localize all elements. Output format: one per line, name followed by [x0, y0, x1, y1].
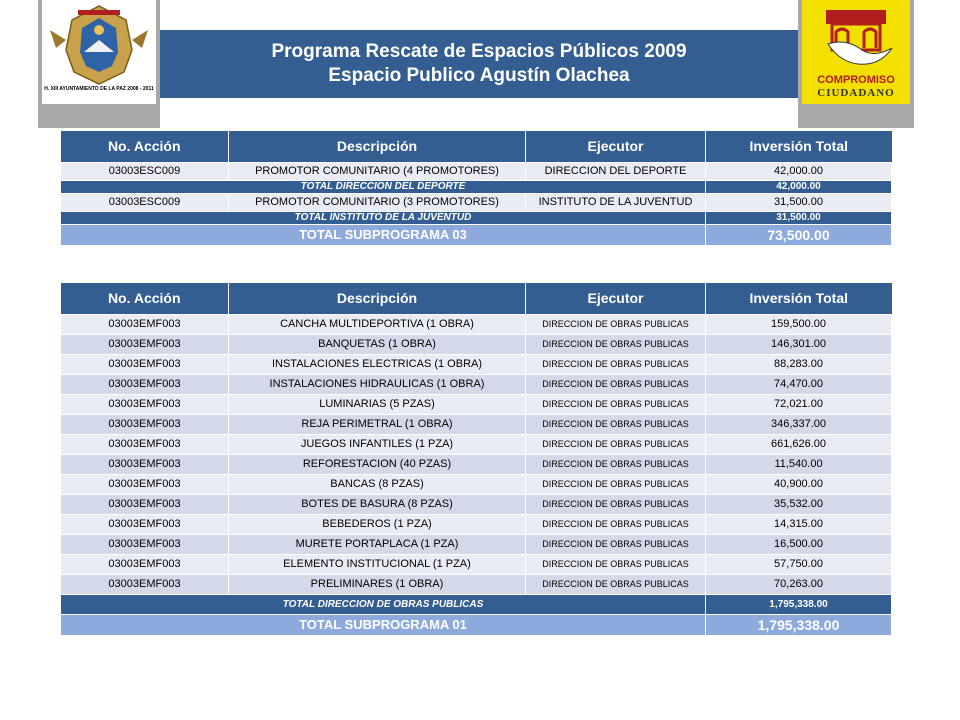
cell-description: INSTALACIONES HIDRAULICAS (1 OBRA): [229, 374, 526, 394]
cell-amount: 74,470.00: [706, 374, 892, 394]
cell-description: REFORESTACION (40 PZAS): [229, 454, 526, 474]
cell-description: BANQUETAS (1 OBRA): [229, 334, 526, 354]
cell-code: 03003EMF003: [61, 434, 229, 454]
cell-amount: 57,750.00: [706, 554, 892, 574]
cell-code: 03003EMF003: [61, 414, 229, 434]
cell-description: REJA PERIMETRAL (1 OBRA): [229, 414, 526, 434]
cell-description: CANCHA MULTIDEPORTIVA (1 OBRA): [229, 314, 526, 334]
grand-total-row: [61, 614, 892, 635]
cell-amount: 42,000.00: [706, 162, 892, 180]
logo-right-text-1: COMPROMISO: [817, 74, 895, 86]
grand-total-amount: 1,795,338.00: [706, 614, 892, 635]
table-row: [61, 534, 892, 554]
cell-amount: 16,500.00: [706, 534, 892, 554]
cell-amount: 661,626.00: [706, 434, 892, 454]
cell-code: 03003EMF003: [61, 334, 229, 354]
cell-code: 03003EMF003: [61, 474, 229, 494]
page-title: Programa Rescate de Espacios Públicos 2009: [271, 41, 687, 62]
cell-executor: DIRECCION DE OBRAS PUBLICAS: [526, 534, 706, 554]
grand-total-label: TOTAL SUBPROGRAMA 01: [61, 614, 706, 635]
total-obras-amount: 1,795,338.00: [706, 594, 892, 614]
cell-amount: 346,337.00: [706, 414, 892, 434]
cell-amount: 146,301.00: [706, 334, 892, 354]
column-header-no-accion: No. Acción: [61, 283, 229, 314]
cell-executor: DIRECCION DE OBRAS PUBLICAS: [526, 414, 706, 434]
cell-executor: INSTITUTO DE LA JUVENTUD: [526, 193, 706, 211]
column-header-descripcion: Descripción: [229, 131, 526, 162]
table-row: [61, 494, 892, 514]
cell-amount: 40,900.00: [706, 474, 892, 494]
cell-code: 03003EMF003: [61, 374, 229, 394]
table-row: [61, 434, 892, 454]
dove-building-icon: [802, 0, 910, 72]
column-header-ejecutor: Ejecutor: [526, 131, 706, 162]
subprograma-03-table: [60, 131, 892, 246]
grand-total-row: [61, 224, 892, 245]
cell-description: JUEGOS INFANTILES (1 PZA): [229, 434, 526, 454]
table-header-row: [61, 131, 892, 162]
cell-description: BEBEDEROS (1 PZA): [229, 514, 526, 534]
column-header-descripcion: Descripción: [229, 283, 526, 314]
cell-executor: DIRECCION DE OBRAS PUBLICAS: [526, 394, 706, 414]
cell-description: PRELIMINARES (1 OBRA): [229, 574, 526, 594]
total-deporte-label: TOTAL DIRECCION DEL DEPORTE: [61, 180, 706, 193]
table-row: [61, 314, 892, 334]
cell-executor: DIRECCION DE OBRAS PUBLICAS: [526, 574, 706, 594]
table-row: [61, 334, 892, 354]
total-obras-label: TOTAL DIRECCION DE OBRAS PUBLICAS: [61, 594, 706, 614]
cell-description: BOTES DE BASURA (8 PZAS): [229, 494, 526, 514]
title-banner: [160, 30, 798, 98]
cell-description: MURETE PORTAPLACA (1 PZA): [229, 534, 526, 554]
grand-total-amount: 73,500.00: [706, 224, 892, 245]
compromiso-ciudadano-logo: [798, 0, 914, 128]
table-row: [61, 354, 892, 374]
cell-description: BANCAS (8 PZAS): [229, 474, 526, 494]
grand-total-label: TOTAL SUBPROGRAMA 03: [61, 224, 706, 245]
cell-executor: DIRECCION DE OBRAS PUBLICAS: [526, 334, 706, 354]
cell-code: 03003ESC009: [61, 162, 229, 180]
cell-amount: 72,021.00: [706, 394, 892, 414]
column-header-inversion-total: Inversión Total: [706, 131, 892, 162]
cell-amount: 159,500.00: [706, 314, 892, 334]
cell-code: 03003ESC009: [61, 193, 229, 211]
logo-right-text-2: CIUDADANO: [817, 87, 895, 99]
total-deporte-amount: 42,000.00: [706, 180, 892, 193]
table-row: [61, 374, 892, 394]
subprograma-01-table: [60, 283, 892, 636]
cell-executor: DIRECCION DEL DEPORTE: [526, 162, 706, 180]
cell-amount: 88,283.00: [706, 354, 892, 374]
cell-amount: 31,500.00: [706, 193, 892, 211]
total-row: [61, 180, 892, 193]
table-row: [61, 414, 892, 434]
total-row: [61, 211, 892, 224]
cell-code: 03003EMF003: [61, 314, 229, 334]
column-header-ejecutor: Ejecutor: [526, 283, 706, 314]
table-row: [61, 454, 892, 474]
cell-code: 03003EMF003: [61, 394, 229, 414]
cell-amount: 35,532.00: [706, 494, 892, 514]
table-row: [61, 554, 892, 574]
total-juventud-amount: 31,500.00: [706, 211, 892, 224]
cell-description: ELEMENTO INSTITUCIONAL (1 PZA): [229, 554, 526, 574]
cell-amount: 11,540.00: [706, 454, 892, 474]
cell-amount: 14,315.00: [706, 514, 892, 534]
table-header-row: [61, 283, 892, 314]
column-header-no-accion: No. Acción: [61, 131, 229, 162]
cell-description: PROMOTOR COMUNITARIO (4 PROMOTORES): [229, 162, 526, 180]
total-juventud-label: TOTAL INSTITUTO DE LA JUVENTUD: [61, 211, 706, 224]
total-row: [61, 594, 892, 614]
cell-executor: DIRECCION DE OBRAS PUBLICAS: [526, 354, 706, 374]
table-row: [61, 394, 892, 414]
table-row: [61, 193, 892, 211]
cell-code: 03003EMF003: [61, 514, 229, 534]
table-row: [61, 162, 892, 180]
cell-description: INSTALACIONES ELECTRICAS (1 OBRA): [229, 354, 526, 374]
cell-executor: DIRECCION DE OBRAS PUBLICAS: [526, 454, 706, 474]
cell-executor: DIRECCION DE OBRAS PUBLICAS: [526, 474, 706, 494]
cell-amount: 70,263.00: [706, 574, 892, 594]
cell-description: LUMINARIAS (5 PZAS): [229, 394, 526, 414]
cell-executor: DIRECCION DE OBRAS PUBLICAS: [526, 494, 706, 514]
cell-code: 03003EMF003: [61, 554, 229, 574]
cell-code: 03003EMF003: [61, 354, 229, 374]
cell-code: 03003EMF003: [61, 454, 229, 474]
cell-code: 03003EMF003: [61, 574, 229, 594]
column-header-inversion-total: Inversión Total: [706, 283, 892, 314]
logo-left-text: H. XIII AYUNTAMIENTO DE LA PAZ 2008 - 2011: [44, 86, 154, 92]
cell-executor: DIRECCION DE OBRAS PUBLICAS: [526, 434, 706, 454]
cell-executor: DIRECCION DE OBRAS PUBLICAS: [526, 314, 706, 334]
table-row: [61, 474, 892, 494]
cell-description: PROMOTOR COMUNITARIO (3 PROMOTORES): [229, 193, 526, 211]
table-row: [61, 574, 892, 594]
page-subtitle: Espacio Publico Agustín Olachea: [328, 65, 630, 86]
cell-code: 03003EMF003: [61, 534, 229, 554]
cell-executor: DIRECCION DE OBRAS PUBLICAS: [526, 554, 706, 574]
table-row: [61, 514, 892, 534]
cell-code: 03003EMF003: [61, 494, 229, 514]
cell-executor: DIRECCION DE OBRAS PUBLICAS: [526, 514, 706, 534]
cell-executor: DIRECCION DE OBRAS PUBLICAS: [526, 374, 706, 394]
ayuntamiento-logo: [38, 0, 160, 128]
